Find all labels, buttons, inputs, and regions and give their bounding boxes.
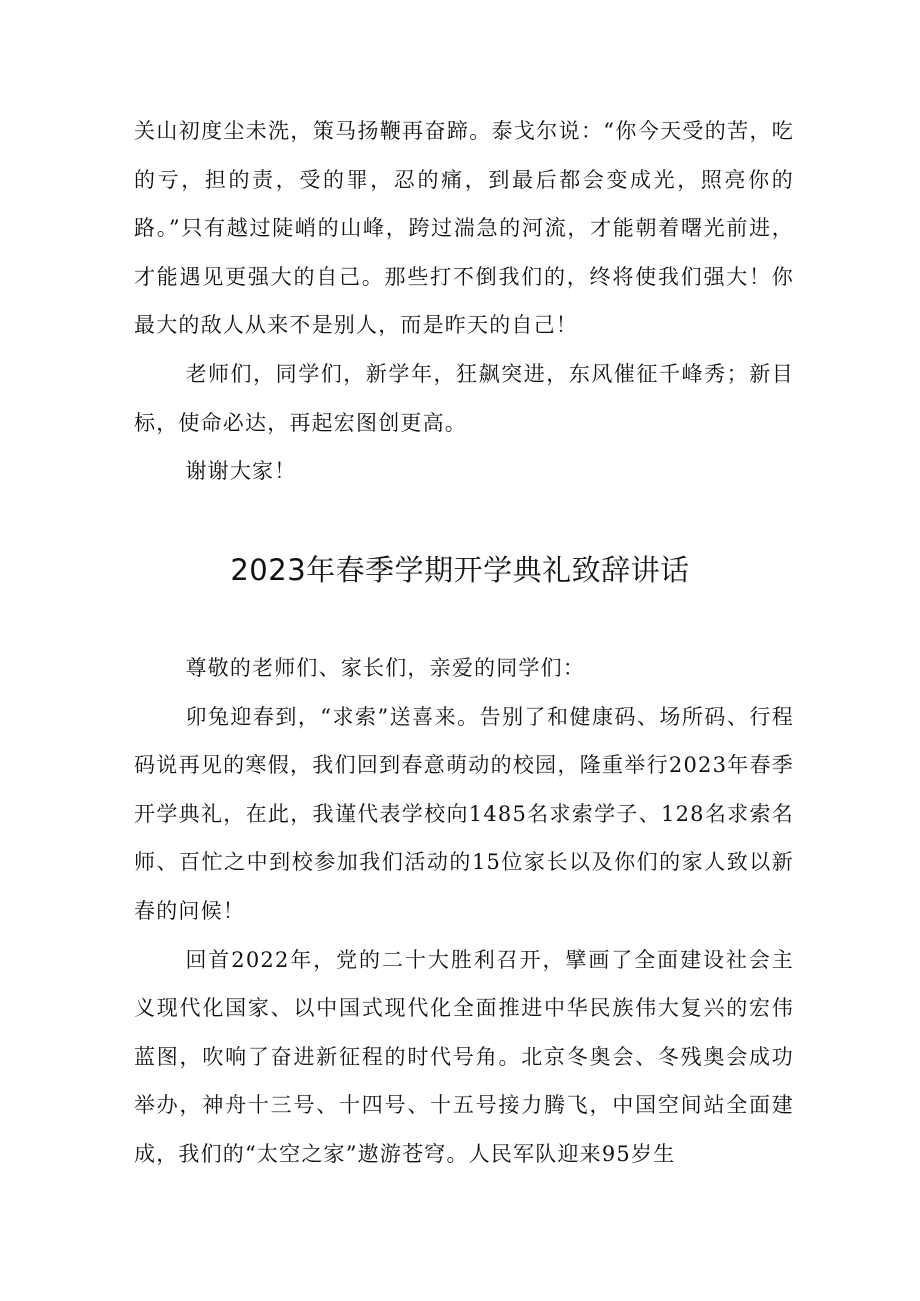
speech-title: 2023年春季学期开学典礼致辞讲话: [230, 553, 690, 587]
speech-body: [134, 644, 794, 1179]
paragraph-thanks: 谢谢大家！: [185, 459, 297, 484]
paragraph-salutation: 尊敬的老师们、家长们，亲爱的同学们：: [185, 656, 586, 680]
paragraph-closing-wish: 老师们，同学们，新学年，狂飙突进，东风催征千峰秀；新目标，使命必达，再起宏图创更高。: [134, 361, 794, 435]
previous-speech-ending: [134, 107, 794, 496]
paragraph-review-2022: 回首2022年，党的二十大胜利召开，擘画了全面建设社会主义现代化国家、以中国式现代化全面推进中华民族伟大复兴的宏伟蓝图，吹响了奋进新征程的时代号角。北京冬奥会、冬残奥会成功举办，神舟十三号、十四号、十五号接力腾飞，中国空间站全面建成，我们的“太空之家”遨游苍穹。人民军队迎来95岁生: [134, 947, 794, 1166]
paragraph-continuation: 关山初度尘未洗，策马扬鞭再奋蹄。泰戈尔说：“你今天受的苦，吃的亏，担的责，受的罪，忍的痛，到最后都会变成光，照亮你的路。”只有越过陡峭的山峰，跨过湍急的河流，才能朝着曙光前进，才能遇见更强大的自己。那些打不倒我们的，终将使我们强大！你最大的敌人从来不是别人，而是昨天的自己！: [134, 119, 794, 338]
paragraph-greeting: 卯兔迎春到，“求索”送喜来。告别了和健康码、场所码、行程码说再见的寒假，我们回到春意萌动的校园，隆重举行2023年春季开学典礼，在此，我谨代表学校向1485名求索学子、128名求索名师、百忙之中到校参加我们活动的15位家长以及你们的家人致以新春的问候！: [134, 704, 794, 923]
